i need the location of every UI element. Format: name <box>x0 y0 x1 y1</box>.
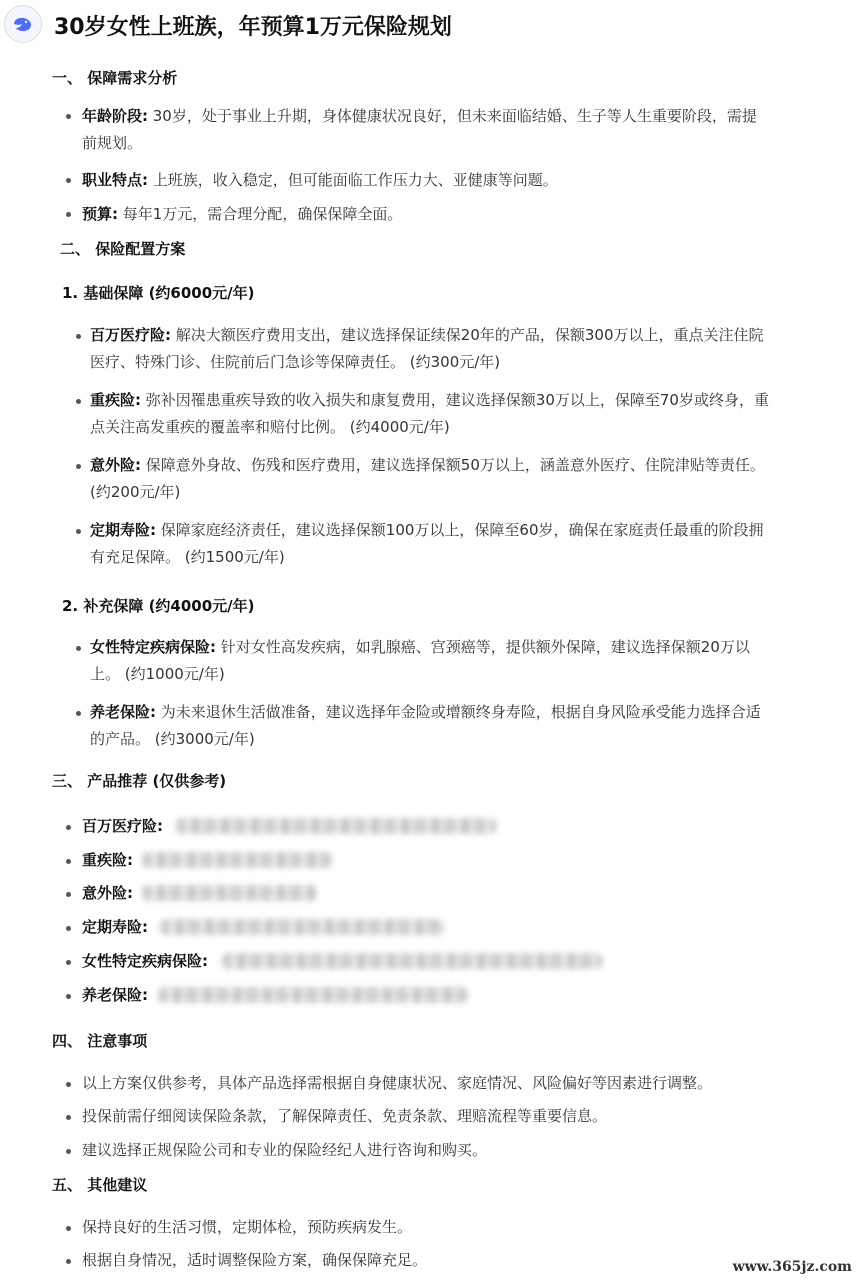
bullet <box>76 464 81 469</box>
list-item: 女性特定疾病保险: <box>82 952 208 970</box>
list-item: 意外险: <box>82 884 133 902</box>
bullet <box>66 926 71 931</box>
list-item: 重疾险: 弥补因罹患重疾导致的收入损失和康复费用，建议选择保额30万以上，保障至70岁或终身，重 点关注高发重疾的覆盖率和赔付比例。 (约4000元/年) <box>90 391 769 436</box>
assistant-avatar <box>4 5 42 43</box>
list-item: 女性特定疾病保险: 针对女性高发疾病，如乳腺癌、宫颈癌等，提供额外保障，建议选择保额20万以 上。 (约1000元/年) <box>90 638 750 683</box>
bullet <box>66 960 71 965</box>
bullet <box>66 1226 71 1231</box>
section-heading-suggestions: 五、 其他建议 <box>52 1176 148 1194</box>
bullet <box>76 646 81 651</box>
bullet <box>66 212 71 217</box>
blurred-product-name <box>142 852 332 868</box>
bullet <box>66 114 71 119</box>
section-heading-needs: 一、 保障需求分析 <box>52 69 178 87</box>
blurred-product-name <box>222 953 602 969</box>
list-item: 根据自身情况，适时调整保险方案，确保保障充足。 <box>82 1251 428 1269</box>
list-item: 意外险: 保障意外身故、伤残和医疗费用，建议选择保额50万以上，涵盖意外医疗、住院津贴等责任。 (约200元/年) <box>90 456 765 501</box>
bullet <box>76 711 81 716</box>
list-item: 百万医疗险: <box>82 817 163 835</box>
section-heading-plan: 二、 保险配置方案 <box>60 240 186 258</box>
list-item: 预算: 每年1万元，需合理分配，确保保障全面。 <box>82 205 403 223</box>
list-item: 重疾险: <box>82 851 133 869</box>
bullet <box>66 1149 71 1154</box>
bullet <box>66 1259 71 1264</box>
subsection-heading-basic: 1. 基础保障 (约6000元/年) <box>62 284 255 302</box>
list-item: 年龄阶段: 30岁，处于事业上升期，身体健康状况良好，但未来面临结婚、生子等人生重要阶段，需提 前规划。 <box>82 107 757 152</box>
list-item: 建议选择正规保险公司和专业的保险经纪人进行咨询和购买。 <box>82 1141 488 1159</box>
whale-logo-icon <box>11 12 35 36</box>
bullet <box>76 399 81 404</box>
blurred-product-name <box>142 885 317 901</box>
list-item: 百万医疗险: 解决大额医疗费用支出，建议选择保证续保20年的产品，保额300万以上，重点关注住院 医疗、特殊门诊、住院前后门急诊等保障责任。 (约300元/年) <box>90 326 764 371</box>
list-item: 以上方案仅供参考，具体产品选择需根据自身健康状况、家庭情况、风险偏好等因素进行调整。 <box>82 1074 713 1092</box>
subsection-heading-supplement: 2. 补充保障 (约4000元/年) <box>62 597 255 615</box>
section-heading-products: 三、 产品推荐 (仅供参考) <box>52 772 227 790</box>
list-item: 养老保险: 为未来退休生活做准备，建议选择年金险或增额终身寿险，根据自身风险承受能力选择合适 的产品。 (约3000元/年) <box>90 703 761 748</box>
watermark: www.365jz.com <box>732 1259 852 1275</box>
bullet <box>66 178 71 183</box>
bullet <box>66 994 71 999</box>
blurred-product-name <box>158 987 468 1003</box>
list-item: 保持良好的生活习惯，定期体检，预防疾病发生。 <box>82 1218 413 1236</box>
bullet <box>66 892 71 897</box>
bullet <box>76 334 81 339</box>
bullet <box>66 1115 71 1120</box>
bullet <box>66 825 71 830</box>
section-heading-notes: 四、 注意事项 <box>52 1032 148 1050</box>
list-item: 投保前需仔细阅读保险条款，了解保障责任、免责条款、理赔流程等重要信息。 <box>82 1107 608 1125</box>
bullet <box>76 529 81 534</box>
list-item: 定期寿险: <box>82 918 148 936</box>
list-item: 职业特点: 上班族，收入稳定，但可能面临工作压力大、亚健康等问题。 <box>82 171 558 189</box>
list-item: 定期寿险: 保障家庭经济责任，建议选择保额100万以上，保障至60岁，确保在家庭责任最重的阶段拥 有充足保障。 (约1500元/年) <box>90 521 764 566</box>
page-title: 30岁女性上班族，年预算1万元保险规划 <box>54 15 452 40</box>
list-item: 养老保险: <box>82 986 148 1004</box>
blurred-product-name <box>176 818 496 834</box>
bullet <box>66 1082 71 1087</box>
blurred-product-name <box>160 919 445 935</box>
bullet <box>66 859 71 864</box>
